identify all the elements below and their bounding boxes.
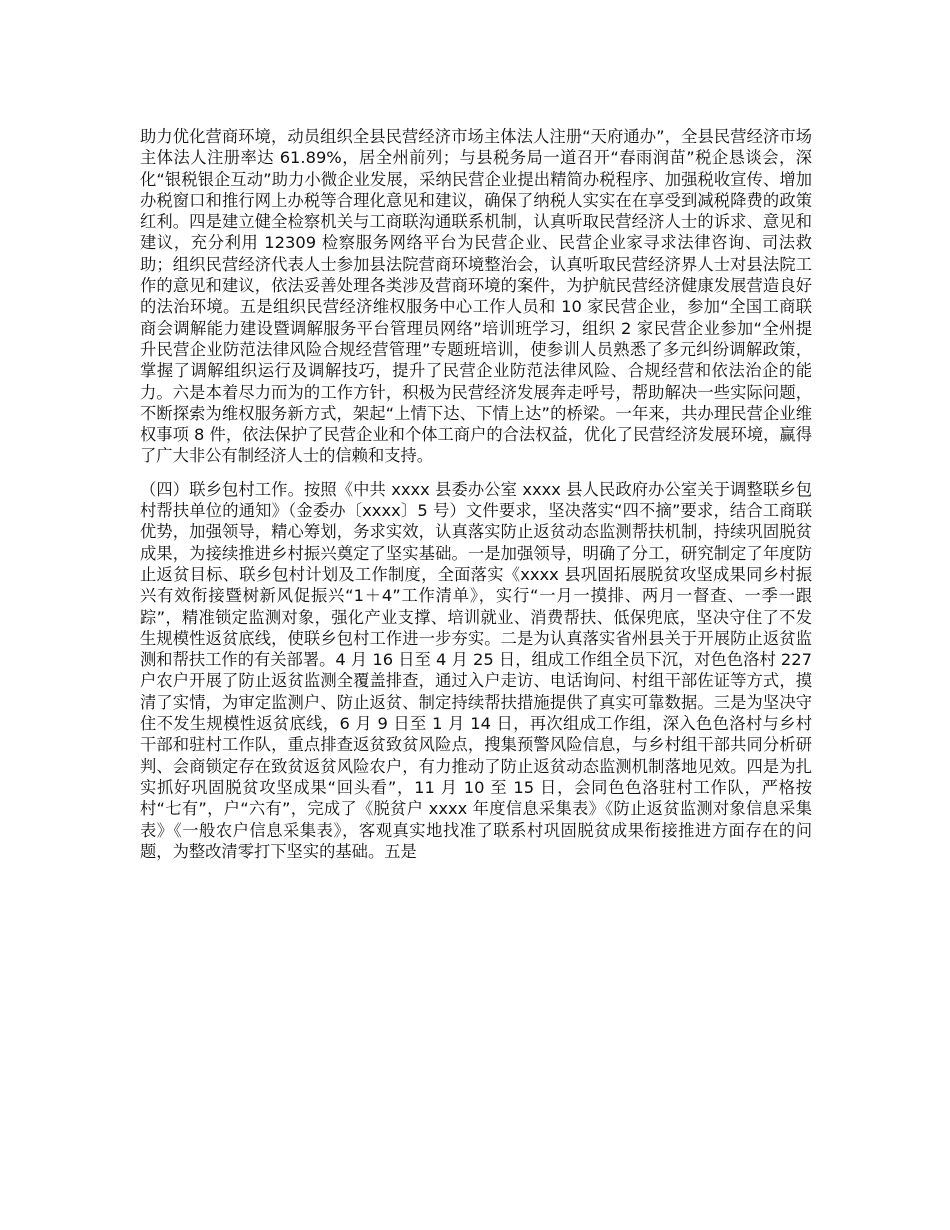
paragraph-village-assistance: （四）联乡包村工作。按照《中共 xxxx 县委办公室 xxxx 县人民政府办公室关于调整联乡包村帮扶单位的通知》（金委办〔xxxx〕5 号）文件要求，坚决落实“四不摘”要求，结合工商联优势，加强领导，精心筹划，务求实效，认真落实防止返贫动态监测帮扶机制，持续巩固脱贫成果，为接续推进乡村振兴奠定了坚实基础。一是加强领导，明确了分工，研究制定了年度防止返贫目标、联乡包村计划及工作制度，全面落实《xxxx 县巩固拓展脱贫攻坚成果同乡村振兴有效衔接暨树新风促振兴“1＋4”工作清单》，实行“一月一摸排、两月一督查、一季一跟踪”，精准锁定监测对象，强化产业支撑、培训就业、消费帮扶、低保兜底，坚决守住了不发生规模性返贫底线，使联乡包村工作进一步夯实。二是为认真落实省州县关于开展防止返贫监测和帮扶工作的有关部署。4 月 16 日至 4 月 25 日，组成工作组全员下沉，对色色洛村 227 户农户开展了防止返贫监测全覆盖排查，通过入户走访、电话询问、村组干部佐证等方式，摸清了实情，为审定监测户、防止返贫、制定持续帮扶措施提供了真实可靠数据。三是为坚决守住不发生规模性返贫底线，6 月 9 日至 1 月 14 日，再次组成工作组，深入色色洛村与乡村干部和驻村工作队，重点排查返贫致贫风险点，搜集预警风险信息，与乡村组干部共同分析研判、会商锁定存在致贫返贫风险农户，有力推动了防止返贫动态监测机制落地见效。四是为扎实抓好巩固脱贫攻坚成果“回头看”，11 月 10 至 15 日，会同色色洛驻村工作队，严格按村“七有”，户“六有”，完成了《脱贫户 xxxx 年度信息采集表》《防止返贫监测对象信息采集表》《一般农户信息采集表》，客观真实地找准了联系村巩固脱贫成果衔接推进方面存在的问题，为整改清零打下坚实的基础。五是 [140,479,812,861]
document-page [140,126,812,862]
paragraph-private-economy-rights: 助力优化营商环境，动员组织全县民营经济市场主体法人注册“天府通办”，全县民营经济市场主体法人注册率达 61.89%，居全州前列；与县税务局一道召开“春雨润苗”税企恳谈会，深化“银税银企互动”助力小微企业发展，采纳民营企业提出精简办税程序、加强税收宣传、增加办税窗口和推行网上办税等合理化意见和建议，确保了纳税人实实在在享受到减税降费的政策红利。四是建立健全检察机关与工商联沟通联系机制，认真听取民营经济人士的诉求、意见和建议，充分利用 12309 检察服务网络平台为民营企业、民营企业家寻求法律咨询、司法救助；组织民营经济代表人士参加县法院营商环境整治会，认真听取民营经济界人士对县法院工作的意见和建议，依法妥善处理各类涉及营商环境的案件，为护航民营经济健康发展营造良好的法治环境。五是组织民营经济维权服务中心工作人员和 10 家民营企业，参加“全国工商联商会调解能力建设暨调解服务平台管理员网络”培训班学习，组织 2 家民营企业参加“全州提升民营企业防范法律风险合规经营管理”专题班培训，使参训人员熟悉了多元纠纷调解政策，掌握了调解组织运行及调解技巧，提升了民营企业防范法律风险、合规经营和依法治企的能力。六是本着尽力而为的工作方针，积极为民营经济发展奔走呼号，帮助解决一些实际问题，不断探索为维权服务新方式，架起“上情下达、下情上达”的桥梁。一年来，共办理民营企业维权事项 8 件，依法保护了民营企业和个体工商户的合法权益，优化了民营经济发展环境，赢得了广大非公有制经济人士的信赖和支持。 [140,127,812,466]
